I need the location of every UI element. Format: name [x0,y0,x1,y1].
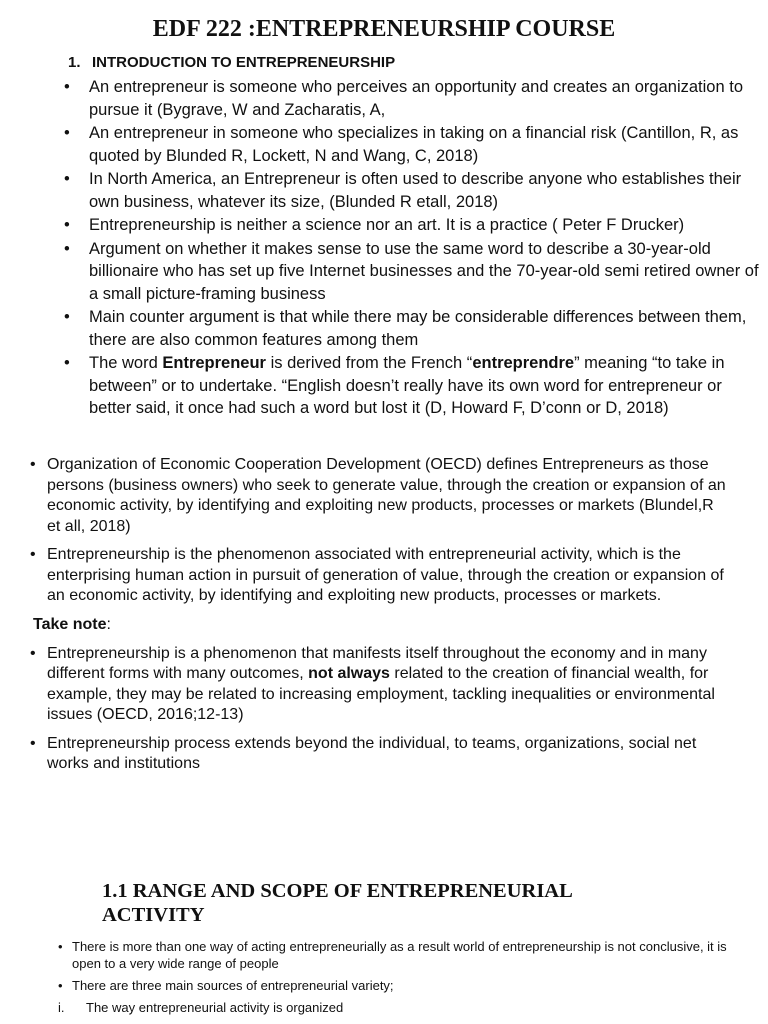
list-item: • Argument on whether it makes sense to use the same word to describe a 30-year-old billionaire who has set up five Internet businesses and the 70-year-old semi retired owner of a small picture-framing business [64,239,759,303]
bullet-icon: • [30,734,36,752]
document-title: EDF 222 :ENTREPRENEURSHIP COURSE [152,16,616,42]
bullet-icon: • [58,978,63,993]
bullet-icon: • [64,170,70,188]
bullet-icon: • [64,239,70,258]
range-scope-bullet-list [58,938,738,994]
term-entrepreneur: Entrepreneur [162,354,266,372]
list-item: • An entrepreneur is someone who perceives an opportunity and creates an organization to pursue it (Bygrave, W and Zacharatis, A, [64,78,743,119]
section-heading-range-scope: 1.1 RANGE AND SCOPE OF ENTREPRENEURIAL ACTIVITY [102,880,572,926]
list-item-etymology: • The word Entrepreneur is derived from the French “entreprendre” meaning “to take in between” or to undertake. “English doesn’t really have its own word for entrepreneur or better said, it once had such a word but lost it (D, Howard F, D’conn or D, 2018) [64,354,725,417]
bullet-icon: • [30,644,36,662]
section-heading-text: INTRODUCTION TO ENTREPRENEURSHIP [92,54,396,71]
take-note-label: Take note: [33,615,111,633]
definitions-block [30,455,730,783]
range-scope-block [58,938,738,1016]
bullet-icon: • [64,308,70,326]
take-note-bullet-list [30,644,730,775]
definitions-bullet-list [30,455,730,607]
roman-numeral: i. [58,1000,65,1015]
bullet-icon: • [58,939,63,954]
list-item: • Entrepreneurship process extends beyond the individual, to teams, organizations, social net works and institutions [30,734,697,772]
list-item: • There are three main sources of entrepreneurial variety; [58,978,394,993]
introduction-slide [64,76,764,432]
roman-list-item: i. The way entrepreneurial activity is organized [58,1000,344,1015]
list-item: • Entrepreneurship is a phenomenon that manifests itself throughout the economy and in many different forms with many outcomes, not always related to the creation of financial wealth, for example, they may be related to increasing employment, tackling inequalities or environmental issues (OECD, 2016;12-13) [30,644,715,723]
bullet-icon: • [30,456,36,473]
list-item: • Organization of Economic Cooperation Development (OECD) defines Entrepreneurs as those persons (business owners) who seek to generate value, through the creation or expansion of an economic activity, by identifying and exploiting new products, processes or markets (Blundel,R et all, 2018) [30,456,726,535]
list-item: • Entrepreneurship is the phenomenon associated with entrepreneurial activity, which is the enterprising human action in pursuit of generation of value, through the creation or expansion of an economic activity, by identifying and exploiting new products, processes or markets. [30,546,724,604]
section-heading-introduction [68,54,395,71]
list-item: • Entrepreneurship is neither a science nor an art. It is a practice ( Peter F Drucker) [64,214,764,237]
term-entreprendre: entreprendre [472,354,575,372]
list-item: • Main counter argument is that while there may be considerable differences between them, there are also common features among them [64,308,747,349]
bullet-icon: • [64,354,70,372]
introduction-bullet-list [64,76,764,420]
list-item: • There is more than one way of acting entrepreneurially as a result world of entrepreneurship is not conclusive, it is open to a very wide range of people [58,939,727,971]
section-number: 1. [68,54,81,71]
bullet-icon: • [64,216,70,234]
emphasis-not-always: not always [308,665,390,682]
bullet-icon: • [64,78,70,96]
bullet-icon: • [64,124,70,142]
list-item: • An entrepreneur in someone who specializes in taking on a financial risk (Cantillon, R, as quoted by Blunded R, Lockett, N and Wang, C, 2018) [64,124,739,165]
bullet-icon: • [30,546,36,563]
list-item: • In North America, an Entrepreneur is often used to describe anyone who establishes their own business, whatever its size, (Blunded R etall, 2018) [64,170,742,211]
